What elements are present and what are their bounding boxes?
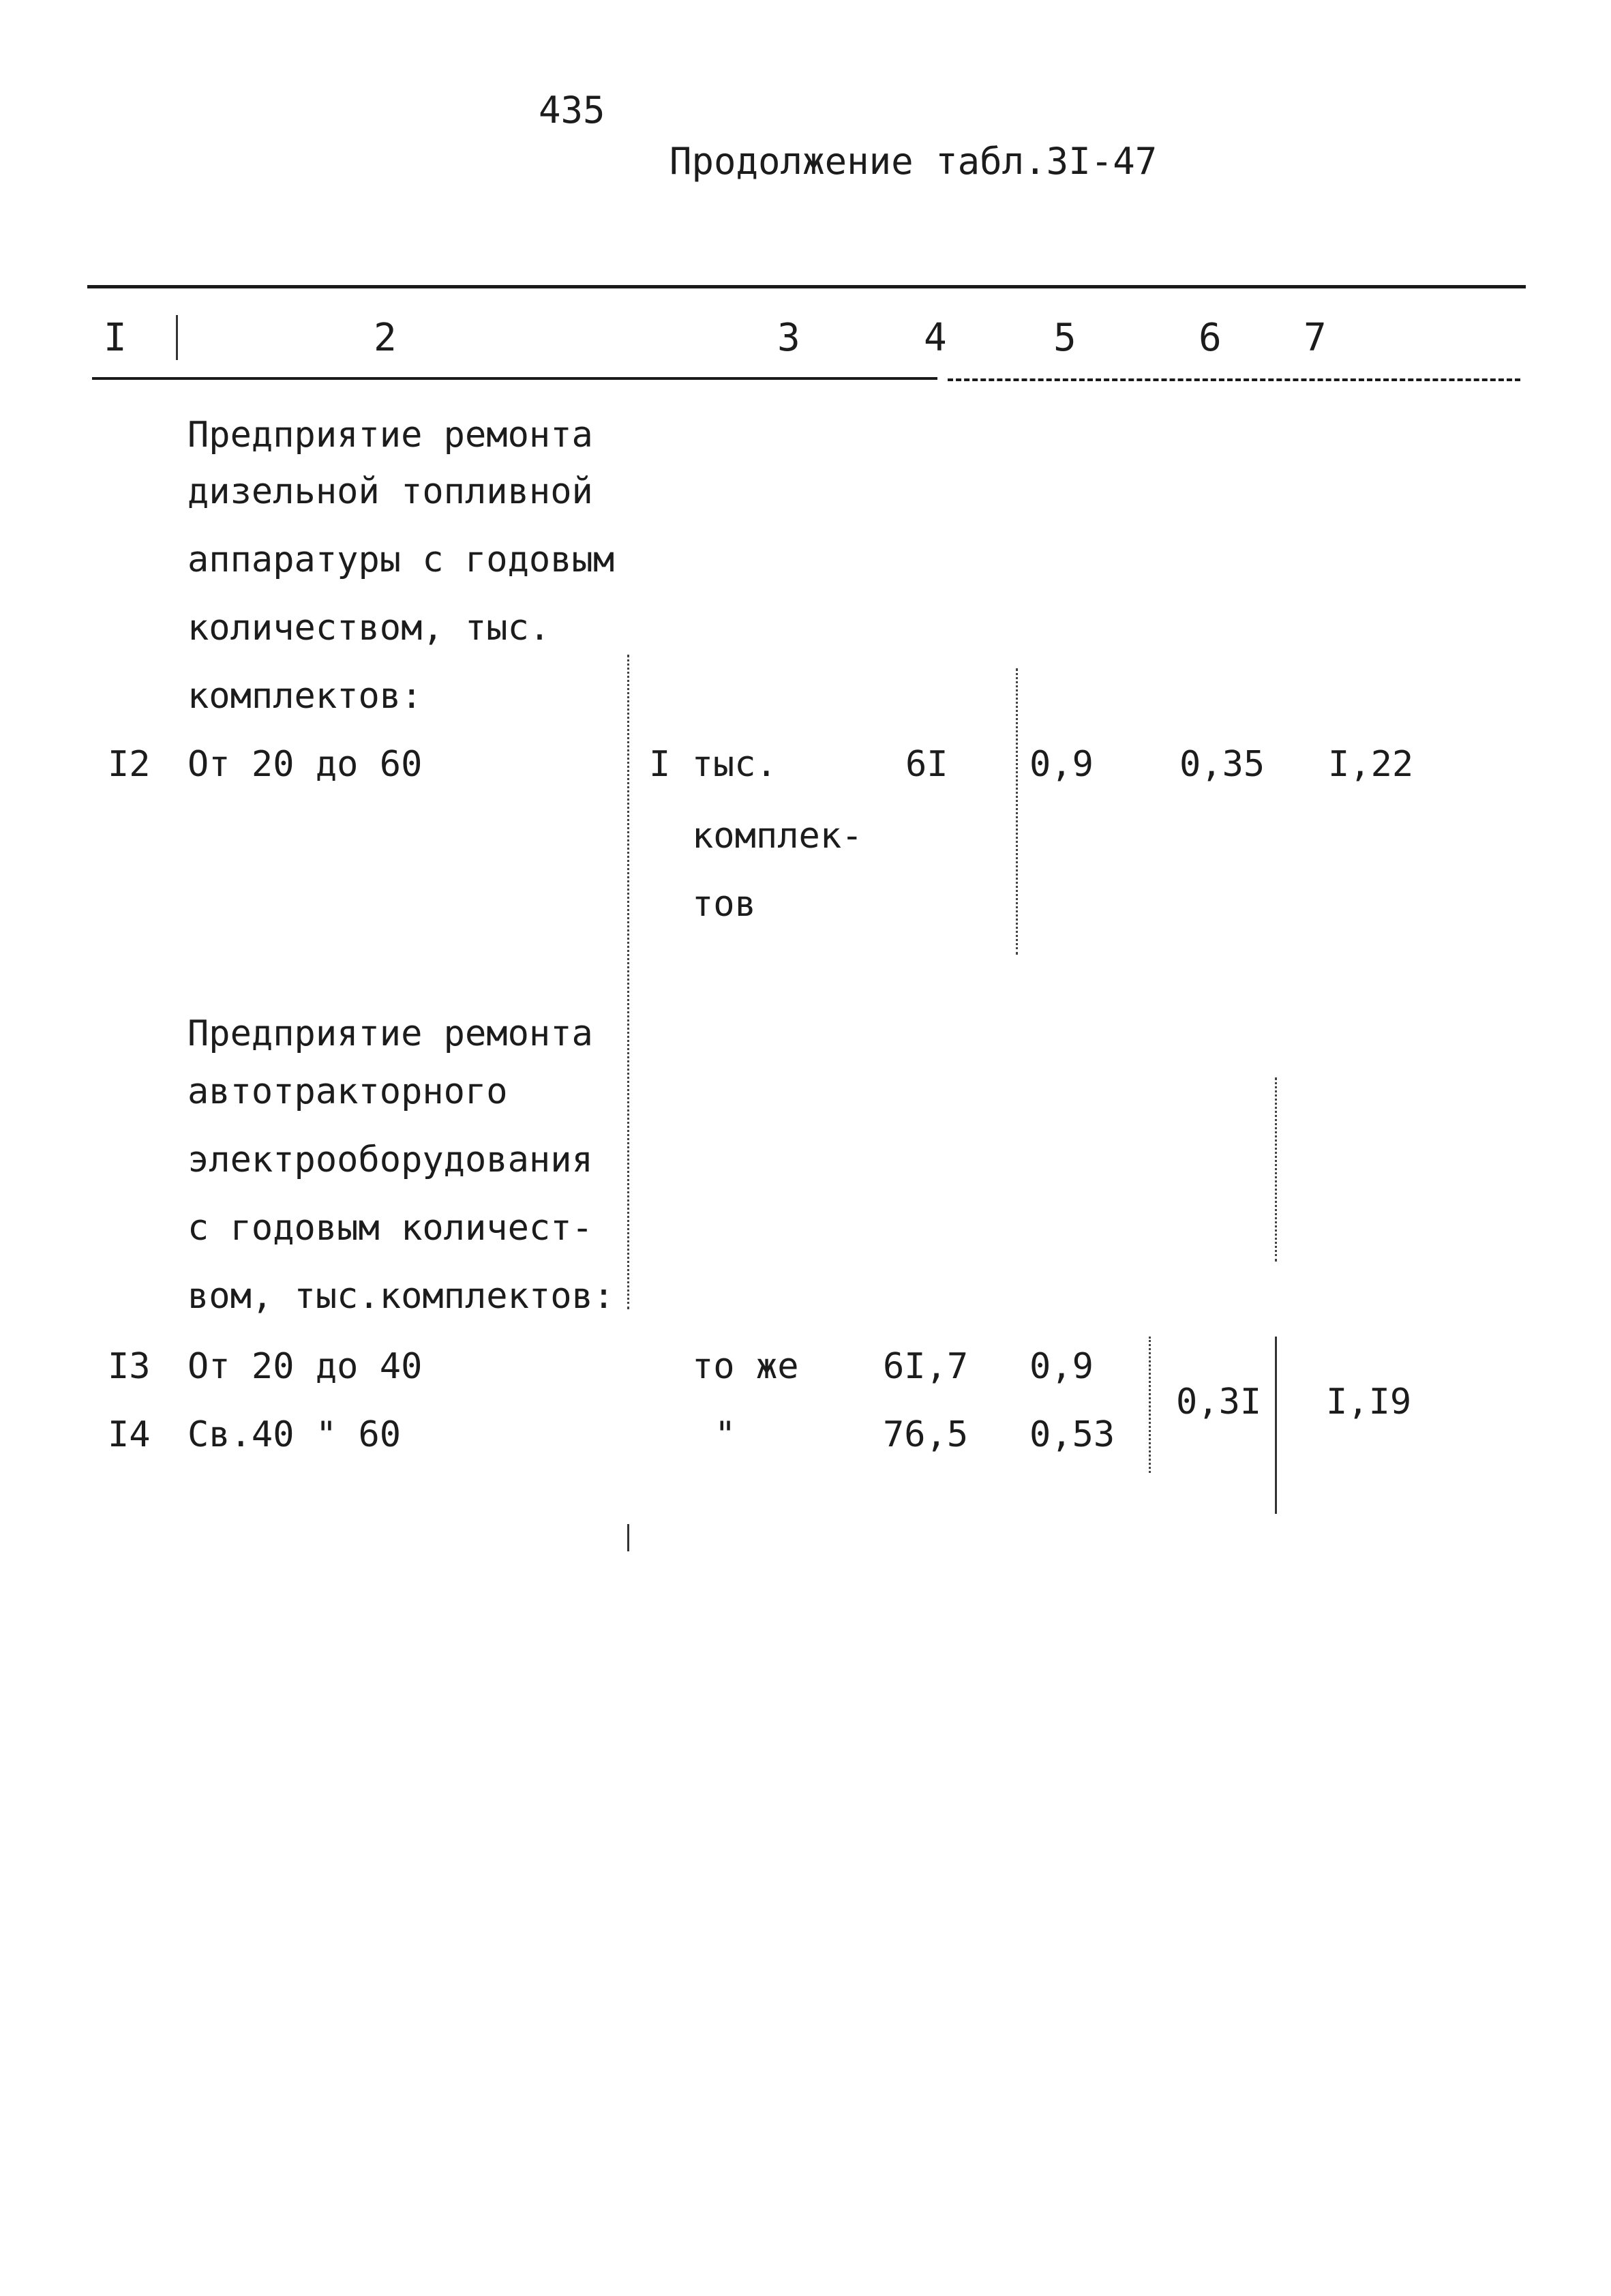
col-header-6: 6 [1199, 316, 1222, 360]
row-col4-value: 6I,7 [883, 1346, 969, 1387]
row-name: От 20 до 60 [187, 744, 423, 785]
col-header-5: 5 [1053, 316, 1076, 360]
row-unit: " [714, 1414, 736, 1455]
col-separator-6-7-upper [1275, 1077, 1277, 1262]
row-col5-value: 0,9 [1029, 1346, 1094, 1387]
col-separator-5-6 [1149, 1337, 1151, 1473]
row-col7-value: I,22 [1328, 744, 1414, 785]
row-unit-line: I тыс. [649, 744, 777, 785]
col-header-3: 3 [777, 316, 800, 360]
row-col6-value: 0,35 [1179, 744, 1265, 785]
row-unit-line: комплек- [692, 816, 863, 856]
merged-col7-value: I,I9 [1326, 1382, 1412, 1422]
row-name: От 20 до 40 [187, 1346, 423, 1387]
group-title-line: комплектов: [187, 676, 423, 717]
group-title-line: с годовым количест- [187, 1208, 593, 1249]
header-bottom-rule [92, 377, 937, 380]
col-separator-6-7 [1275, 1337, 1277, 1514]
group-title-line: автотракторного [187, 1071, 508, 1112]
row-col5-value: 0,9 [1029, 744, 1094, 785]
header-divider [176, 315, 178, 360]
row-number: I4 [108, 1414, 151, 1455]
row-col4-value: 76,5 [883, 1414, 969, 1455]
row-number: I3 [108, 1346, 151, 1387]
group-title-line: Предприятие ремонта [187, 415, 593, 456]
group-title-line: количеством, тыс. [187, 608, 551, 648]
page-number: 435 [539, 89, 605, 132]
col-header-2: 2 [374, 316, 397, 360]
row-unit-line: тов [692, 884, 756, 925]
col-separator-2-3-tail [627, 1524, 629, 1551]
group-title-line: аппаратуры с годовым [187, 539, 615, 580]
col-separator-4-5 [1016, 668, 1018, 955]
col-header-7: 7 [1304, 316, 1327, 360]
row-number: I2 [108, 744, 151, 785]
row-name: Св.40 " 60 [187, 1414, 402, 1455]
row-col4-value: 6I [905, 744, 948, 785]
group-title-line: Предприятие ремонта [187, 1013, 593, 1054]
col-separator-2-3 [627, 655, 629, 1309]
group-title-line: дизельной топливной [187, 471, 593, 512]
header-bottom-rule-broken [948, 378, 1520, 381]
table-top-rule [87, 285, 1526, 288]
col-header-1: I [104, 316, 127, 360]
col-header-4: 4 [924, 316, 947, 360]
merged-col6-value: 0,3I [1176, 1382, 1262, 1422]
group-title-line: вом, тыс.комплектов: [187, 1276, 615, 1317]
table-continuation-caption: Продолжение табл.3I-47 [669, 140, 1158, 183]
row-col5-value: 0,53 [1029, 1414, 1115, 1455]
row-unit: то же [692, 1346, 799, 1387]
group-title-line: электрооборудования [187, 1139, 593, 1180]
